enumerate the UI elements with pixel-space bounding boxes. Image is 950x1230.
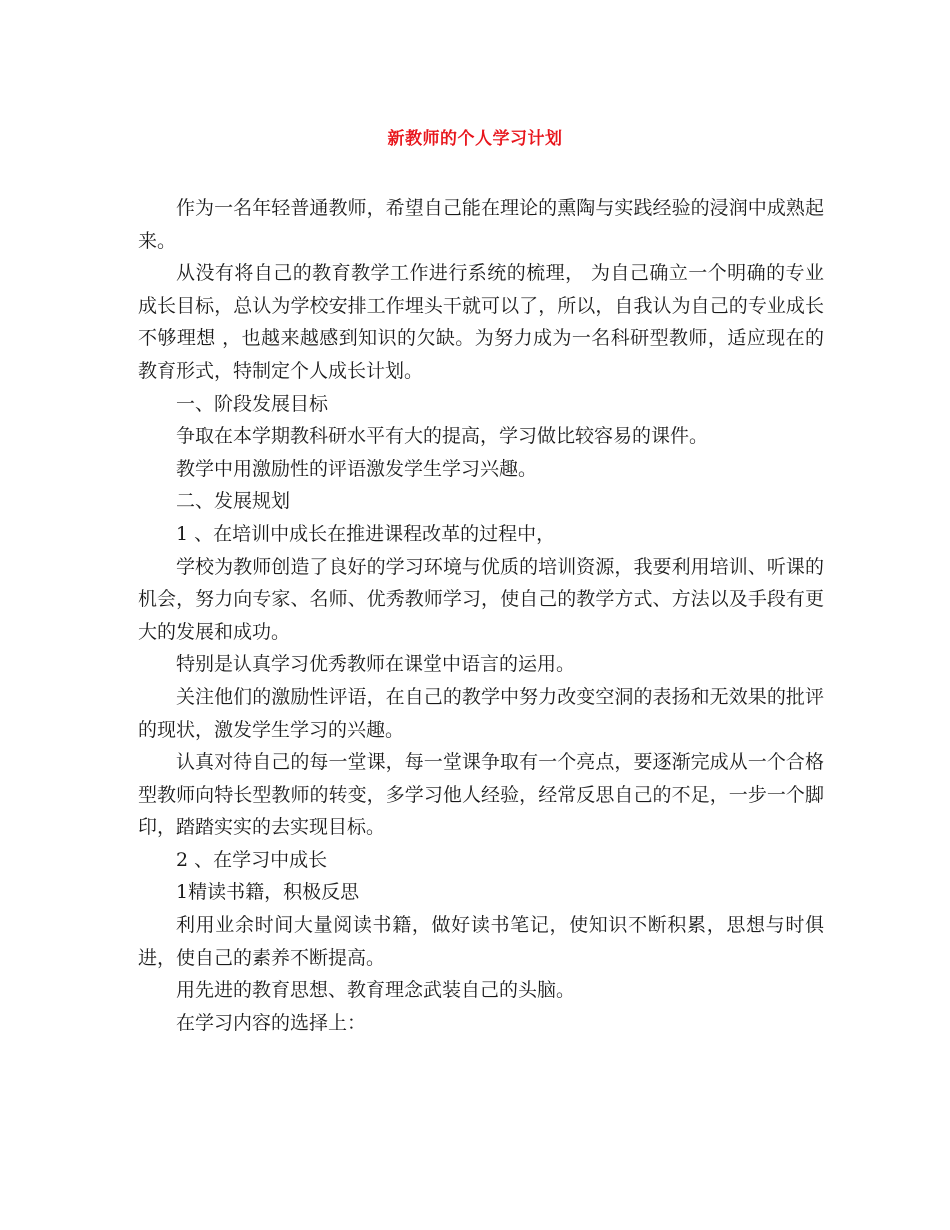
paragraph: 学校为教师创造了良好的学习环境与优质的培训资源，我要利用培训、听课的机会，努力向专家、名师、优秀教师学习，使自己的教学方式、方法以及手段有更大的发展和成功。 (138, 555, 824, 643)
subsection-heading: 1精读书籍，积极反思 (176, 881, 360, 904)
page-title: 新教师的个人学习计划 (387, 129, 563, 149)
paragraph: 从没有将自己的教育教学工作进行系统的梳理， 为自己确立一个明确的专业成长目标，总认为学校安排工作埋头干就可以了，所以，自我认为自己的专业成长不够理想 ，也越来越感到知识的欠缺。为努力成为一名科研型教师，适应现在的教育形式，特制定个人成长计划。 (138, 262, 824, 382)
paragraph: 认真对待自己的每一堂课，每一堂课争取有一个亮点，要逐渐完成从一个合格型教师向特长型教师的转变，多学习他人经验，经常反思自己的不足，一步一个脚印，踏踏实实的去实现目标。 (138, 751, 824, 839)
paragraph: 用先进的教育思想、教育理念武装自己的头脑。 (176, 979, 576, 1002)
paragraph: 教学中用激励性的评语激发学生学习兴趣。 (176, 457, 538, 480)
subsection-heading: 1 、在培训中成长在推进课程改革的过程中， (176, 522, 556, 545)
document-body (138, 192, 824, 1039)
paragraph: 作为一名年轻普通教师，希望自己能在理论的熏陶与实践经验的浸润中成熟起来。 (138, 197, 824, 252)
paragraph: 关注他们的激励性评语，在自己的教学中努力改变空洞的表扬和无效果的批评的现状，激发学生学习的兴趣。 (138, 685, 824, 741)
paragraph: 在学习内容的选择上： (176, 1011, 367, 1034)
section-heading: 一、阶段发展目标 (176, 392, 329, 415)
paragraph: 争取在本学期教科研水平有大的提高，学习做比较容易的课件。 (176, 425, 709, 448)
section-heading: 二、发展规划 (176, 490, 291, 513)
paragraph: 特别是认真学习优秀教师在课堂中语言的运用。 (176, 653, 576, 676)
paragraph: 利用业余时间大量阅读书籍，做好读书笔记，使知识不断积累，思想与时俱进，使自己的素养不断提高。 (138, 914, 824, 969)
subsection-heading: 2 、在学习中成长 (176, 848, 328, 871)
